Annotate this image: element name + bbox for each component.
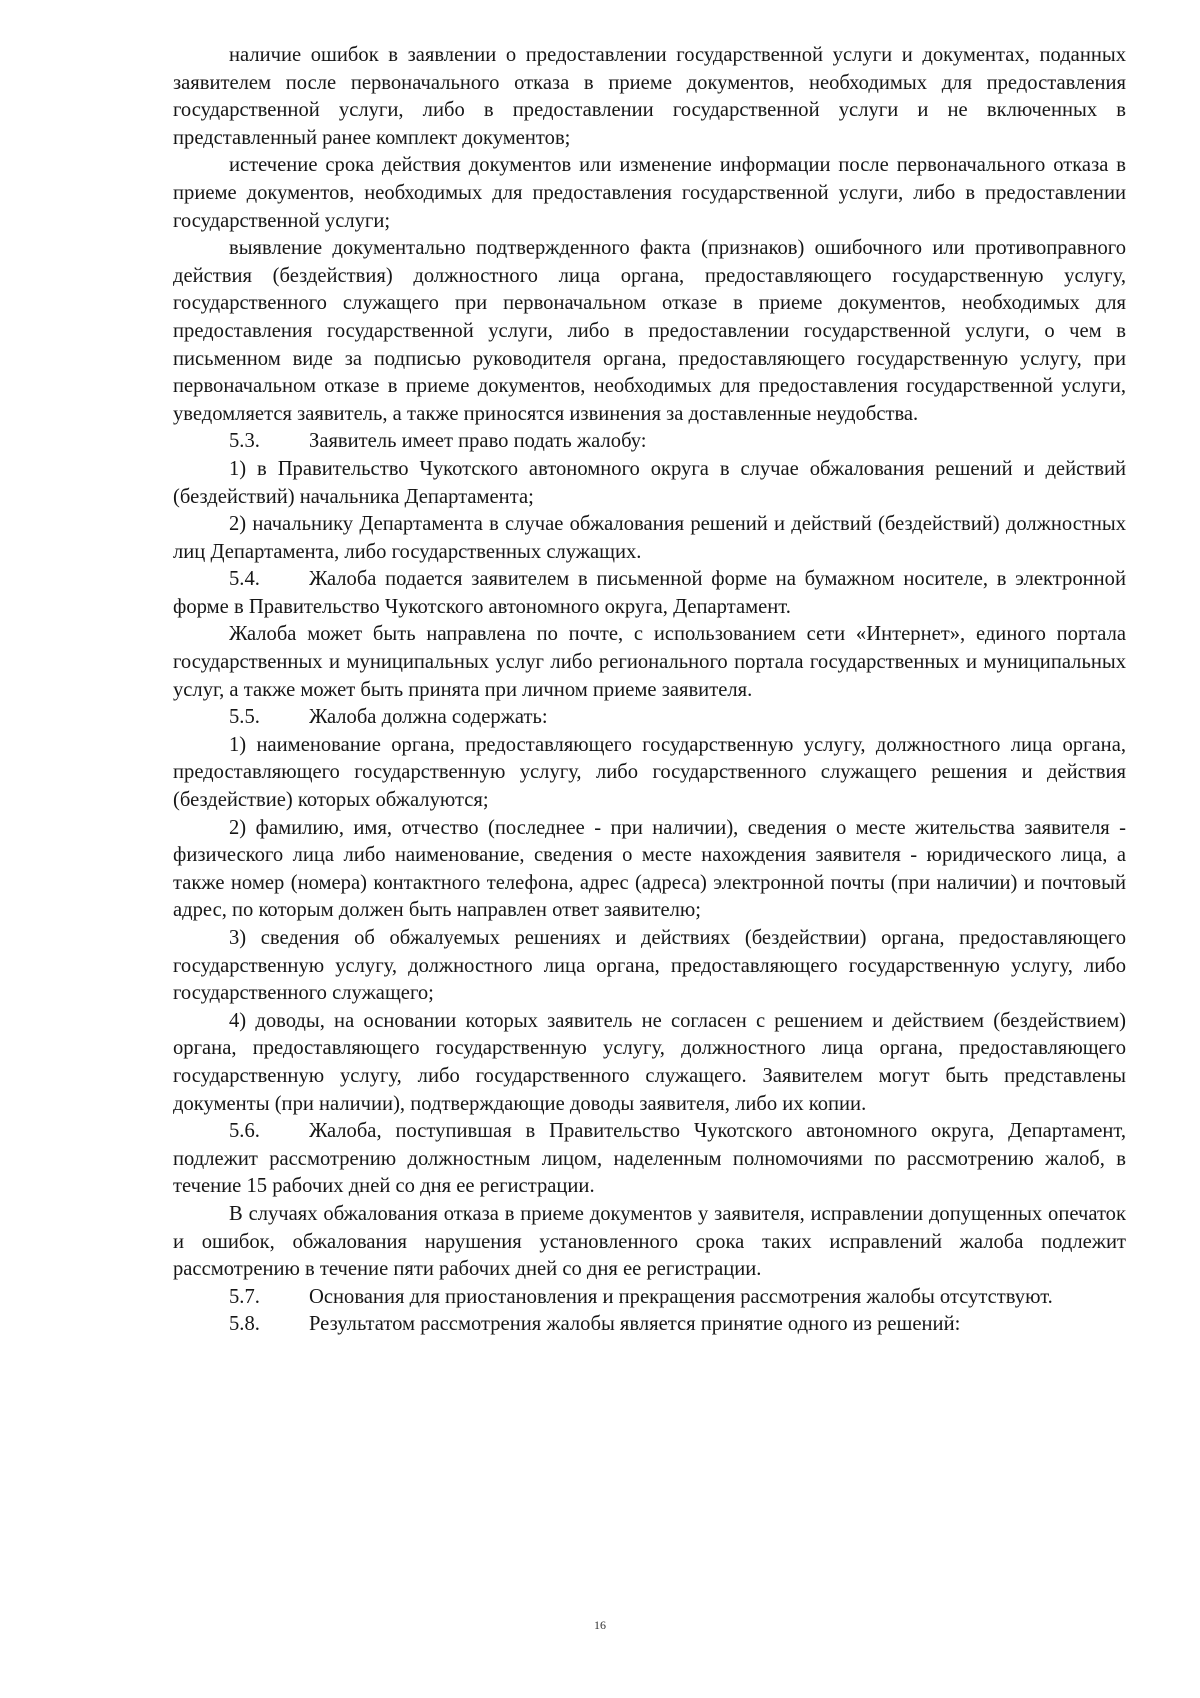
clause-text: Результатом рассмотрения жалобы является принятие одного из решений: <box>309 1313 961 1336</box>
paragraph: выявление документально подтвержденного факта (признаков) ошибочного или противоправного действия (бездействия) должностного лица органа, предоставляющего государственную услугу, государственного служащего при первоначальном отказе в приеме документов, необходимых для предоставления государственной услуги, либо в предоставлении государственной услуги, о чем в письменном виде за подписью руководителя органа, предоставляющего государственную услугу, при первоначальном отказе в приеме документов, необходимых для предоставления государственной услуги, уведомляется заявитель, а также приносятся извинения за доставленные неудобства. <box>173 237 1126 425</box>
paragraph: 2) фамилию, имя, отчество (последнее - при наличии), сведения о месте жительства заявителя - физического лица либо наименование, сведения о месте нахождения заявителя - юридического лица, а также номер (номера) контактного телефона, адрес (адреса) электронной почты (при наличии) и почтовый адрес, по которым должен быть направлен ответ заявителю; <box>173 816 1126 922</box>
paragraph: 4) доводы, на основании которых заявитель не согласен с решением и действием (бездействием) органа, предоставляющего государственную услугу, должностного лица органа, предоставляющего государственную услугу, либо государственного служащего. Заявителем могут быть представлены документы (при наличии), подтверждающие доводы заявителя, либо их копии. <box>173 1009 1126 1115</box>
paragraph: истечение срока действия документов или изменение информации после первоначального отказа в приеме документов, необходимых для предоставления государственной услуги, либо в предоставлении государственной услуги; <box>173 154 1126 232</box>
paragraph: В случаях обжалования отказа в приеме документов у заявителя, исправлении допущенных опечаток и ошибок, обжалования нарушения установленного срока таких исправлений жалоба подлежит рассмотрению в течение пяти рабочих дней со дня ее регистрации. <box>173 1202 1126 1281</box>
page-number: 16 <box>594 1618 606 1632</box>
paragraph: 1) наименование органа, предоставляющего государственную услугу, должностного лица органа, предоставляющего государственную услугу, либо государственного служащего решения и действия (бездействие) которых обжалуются; <box>173 733 1126 812</box>
numbered-paragraph-5-3 <box>173 428 1126 456</box>
paragraph: Жалоба может быть направлена по почте, с использованием сети «Интернет», единого портала государственных и муниципальных услуг либо регионального портала государственных и муниципальных услуг, а также может быть принята при личном приеме заявителя. <box>173 623 1126 701</box>
clause-text: Основания для приостановления и прекращения рассмотрения жалобы отсутствуют. <box>309 1285 1053 1308</box>
numbered-paragraph-5-7 <box>173 1284 1126 1312</box>
paragraph: наличие ошибок в заявлении о предоставлении государственной услуги и документах, поданных заявителем после первоначального отказа в приеме документов, необходимых для предоставления государственной услуги, либо в предоставлении государственной услуги и не включенных в представленный ранее комплект документов; <box>173 44 1126 149</box>
paragraph: 3) сведения об обжалуемых решениях и действиях (бездействии) органа, предоставляющего государственную услугу, должностного лица органа, предоставляющего государственную услугу, либо государственного служащего; <box>173 927 1126 1005</box>
numbered-paragraph-5-6 <box>173 1118 1126 1201</box>
clause-number: 5.3. <box>229 430 260 453</box>
paragraph: 2) начальнику Департамента в случае обжалования решений и действий (бездействий) должностных лиц Департамента, либо государственных служащих. <box>173 513 1126 563</box>
clause-text: Жалоба, поступившая в Правительство Чукотского автономного округа, Департамент, подлежит рассмотрению должностным лицом, наделенным полномочиями по рассмотрению жалоб, в течение 15 рабочих дней со дня ее регистрации. <box>173 1120 1126 1198</box>
clause-number: 5.4. <box>229 568 260 591</box>
clause-number: 5.6. <box>229 1120 260 1143</box>
clause-number: 5.5. <box>229 706 260 729</box>
clause-text: Жалоба должна содержать: <box>309 706 548 729</box>
numbered-paragraph-5-4 <box>173 566 1126 621</box>
numbered-paragraph-5-8 <box>173 1311 1126 1339</box>
numbered-paragraph-5-5 <box>173 704 1126 732</box>
document-body <box>173 42 1126 1339</box>
clause-text: Жалоба подается заявителем в письменной форме на бумажном носителе, в электронной форме в Правительство Чукотского автономного округа, Департамент. <box>173 568 1126 618</box>
clause-number: 5.8. <box>229 1313 260 1336</box>
clause-number: 5.7. <box>229 1285 260 1308</box>
paragraph: 1) в Правительство Чукотского автономного округа в случае обжалования решений и действий (бездействий) начальника Департамента; <box>173 457 1126 508</box>
clause-text: Заявитель имеет право подать жалобу: <box>309 430 647 453</box>
